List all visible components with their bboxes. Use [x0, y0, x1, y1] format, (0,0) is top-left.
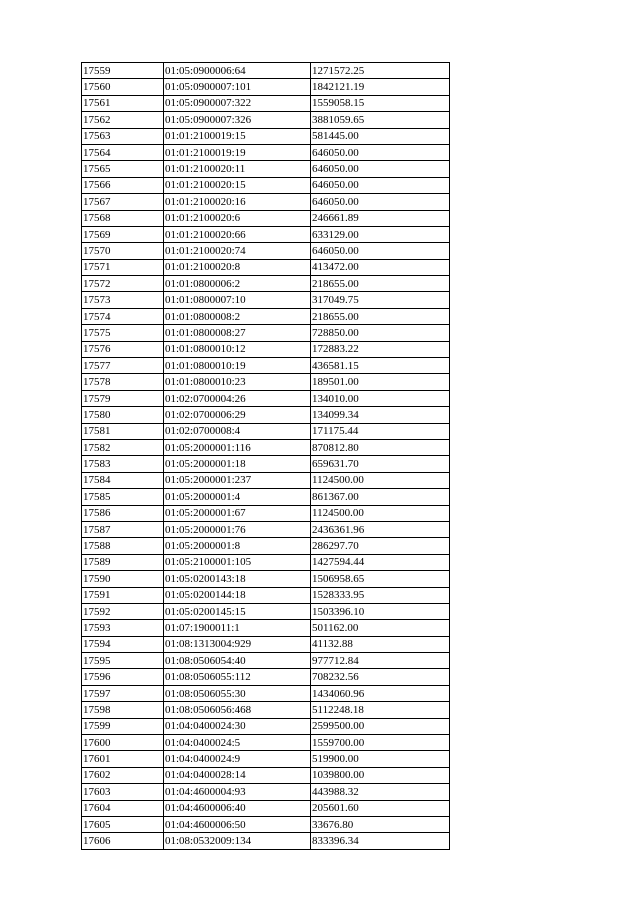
value-cell: 189501.00	[311, 374, 450, 390]
table-row	[82, 259, 450, 275]
table-row	[82, 407, 450, 423]
table-row	[82, 800, 450, 816]
cadastral-number-cell: 01:05:0200144:18	[164, 587, 311, 603]
cadastral-number-cell: 01:01:0800007:10	[164, 292, 311, 308]
value-cell: 1503396.10	[311, 603, 450, 619]
cadastral-number-cell: 01:01:2100020:66	[164, 226, 311, 242]
value-cell: 633129.00	[311, 226, 450, 242]
row-number-cell: 17565	[82, 161, 164, 177]
row-number-cell: 17600	[82, 735, 164, 751]
table-row	[82, 292, 450, 308]
value-cell: 1559700.00	[311, 735, 450, 751]
row-number-cell: 17595	[82, 653, 164, 669]
cadastral-number-cell: 01:05:0900007:101	[164, 79, 311, 95]
cadastral-number-cell: 01:04:4600006:40	[164, 800, 311, 816]
row-number-cell: 17583	[82, 456, 164, 472]
row-number-cell: 17591	[82, 587, 164, 603]
row-number-cell: 17598	[82, 702, 164, 718]
cadastral-number-cell: 01:01:2100019:19	[164, 144, 311, 160]
cadastral-number-cell: 01:08:0506055:30	[164, 685, 311, 701]
table-row	[82, 325, 450, 341]
table-row	[82, 308, 450, 324]
value-cell: 519900.00	[311, 751, 450, 767]
cadastral-number-cell: 01:07:1900011:1	[164, 620, 311, 636]
table-row	[82, 358, 450, 374]
cadastral-number-cell: 01:08:0532009:134	[164, 833, 311, 849]
cadastral-number-cell: 01:01:2100020:16	[164, 194, 311, 210]
table-row	[82, 833, 450, 849]
cadastral-number-cell: 01:01:2100020:11	[164, 161, 311, 177]
row-number-cell: 17604	[82, 800, 164, 816]
row-number-cell: 17559	[82, 63, 164, 79]
cadastral-number-cell: 01:05:2000001:76	[164, 521, 311, 537]
value-cell: 5112248.18	[311, 702, 450, 718]
row-number-cell: 17585	[82, 489, 164, 505]
cadastral-number-cell: 01:05:2000001:18	[164, 456, 311, 472]
table-row	[82, 767, 450, 783]
row-number-cell: 17569	[82, 226, 164, 242]
row-number-cell: 17601	[82, 751, 164, 767]
table-row	[82, 456, 450, 472]
cadastral-number-cell: 01:04:0400024:5	[164, 735, 311, 751]
value-cell: 413472.00	[311, 259, 450, 275]
row-number-cell: 17575	[82, 325, 164, 341]
table-row	[82, 472, 450, 488]
table-row	[82, 784, 450, 800]
value-cell: 1124500.00	[311, 472, 450, 488]
row-number-cell: 17572	[82, 276, 164, 292]
table-row	[82, 702, 450, 718]
table-row	[82, 63, 450, 79]
cadastral-number-cell: 01:01:0800010:19	[164, 358, 311, 374]
row-number-cell: 17578	[82, 374, 164, 390]
row-number-cell: 17567	[82, 194, 164, 210]
cadastral-number-cell: 01:05:0200143:18	[164, 571, 311, 587]
table-row	[82, 276, 450, 292]
value-cell: 436581.15	[311, 358, 450, 374]
cadastral-number-cell: 01:05:2000001:8	[164, 538, 311, 554]
table-row	[82, 226, 450, 242]
row-number-cell: 17563	[82, 128, 164, 144]
value-cell: 646050.00	[311, 144, 450, 160]
value-cell: 1559058.15	[311, 95, 450, 111]
row-number-cell: 17587	[82, 521, 164, 537]
cadastral-number-cell: 01:05:0900007:322	[164, 95, 311, 111]
row-number-cell: 17574	[82, 308, 164, 324]
table-row	[82, 161, 450, 177]
table-row	[82, 95, 450, 111]
row-number-cell: 17562	[82, 112, 164, 128]
value-cell: 861367.00	[311, 489, 450, 505]
row-number-cell: 17571	[82, 259, 164, 275]
cadastral-number-cell: 01:02:0700008:4	[164, 423, 311, 439]
cadastral-number-cell: 01:04:4600006:50	[164, 816, 311, 832]
row-number-cell: 17593	[82, 620, 164, 636]
value-cell: 134099.34	[311, 407, 450, 423]
table-body	[82, 63, 450, 850]
row-number-cell: 17560	[82, 79, 164, 95]
table-row	[82, 620, 450, 636]
table-row	[82, 521, 450, 537]
table-row	[82, 390, 450, 406]
table-row	[82, 374, 450, 390]
cadastral-number-cell: 01:01:2100020:15	[164, 177, 311, 193]
value-cell: 443988.32	[311, 784, 450, 800]
value-cell: 1506958.65	[311, 571, 450, 587]
value-cell: 646050.00	[311, 243, 450, 259]
table-row	[82, 505, 450, 521]
row-number-cell: 17602	[82, 767, 164, 783]
row-number-cell: 17564	[82, 144, 164, 160]
cadastral-number-cell: 01:05:2000001:116	[164, 439, 311, 455]
cadastral-number-cell: 01:08:0506054:40	[164, 653, 311, 669]
row-number-cell: 17590	[82, 571, 164, 587]
value-cell: 646050.00	[311, 194, 450, 210]
table-row	[82, 685, 450, 701]
table-row	[82, 341, 450, 357]
row-number-cell: 17606	[82, 833, 164, 849]
table-row	[82, 112, 450, 128]
table-row	[82, 177, 450, 193]
row-number-cell: 17581	[82, 423, 164, 439]
table-row	[82, 79, 450, 95]
row-number-cell: 17568	[82, 210, 164, 226]
cadastral-number-cell: 01:01:2100019:15	[164, 128, 311, 144]
table-row	[82, 554, 450, 570]
row-number-cell: 17592	[82, 603, 164, 619]
value-cell: 870812.80	[311, 439, 450, 455]
table-row	[82, 439, 450, 455]
row-number-cell: 17576	[82, 341, 164, 357]
value-cell: 833396.34	[311, 833, 450, 849]
value-cell: 1434060.96	[311, 685, 450, 701]
cadastral-number-cell: 01:01:0800010:12	[164, 341, 311, 357]
value-cell: 646050.00	[311, 177, 450, 193]
row-number-cell: 17594	[82, 636, 164, 652]
value-cell: 218655.00	[311, 308, 450, 324]
row-number-cell: 17566	[82, 177, 164, 193]
row-number-cell: 17577	[82, 358, 164, 374]
row-number-cell: 17599	[82, 718, 164, 734]
table-row	[82, 718, 450, 734]
cadastral-number-cell: 01:01:0800006:2	[164, 276, 311, 292]
value-cell: 646050.00	[311, 161, 450, 177]
value-cell: 286297.70	[311, 538, 450, 554]
table-row	[82, 653, 450, 669]
cadastral-number-cell: 01:04:0400024:9	[164, 751, 311, 767]
cadastral-number-cell: 01:01:2100020:6	[164, 210, 311, 226]
cadastral-number-cell: 01:04:0400024:30	[164, 718, 311, 734]
cadastral-number-cell: 01:04:4600004:93	[164, 784, 311, 800]
row-number-cell: 17596	[82, 669, 164, 685]
table-row	[82, 210, 450, 226]
table-row	[82, 538, 450, 554]
cadastral-number-cell: 01:08:0506056:468	[164, 702, 311, 718]
row-number-cell: 17580	[82, 407, 164, 423]
cadastral-number-cell: 01:04:0400028:14	[164, 767, 311, 783]
cadastral-number-cell: 01:01:0800008:27	[164, 325, 311, 341]
value-cell: 659631.70	[311, 456, 450, 472]
value-cell: 205601.60	[311, 800, 450, 816]
table-row	[82, 128, 450, 144]
value-cell: 1039800.00	[311, 767, 450, 783]
value-cell: 977712.84	[311, 653, 450, 669]
table-row	[82, 144, 450, 160]
row-number-cell: 17579	[82, 390, 164, 406]
value-cell: 2436361.96	[311, 521, 450, 537]
row-number-cell: 17586	[82, 505, 164, 521]
cadastral-number-cell: 01:05:2000001:237	[164, 472, 311, 488]
table-row	[82, 603, 450, 619]
cadastral-number-cell: 01:05:2000001:4	[164, 489, 311, 505]
cadastral-number-cell: 01:01:2100020:8	[164, 259, 311, 275]
value-cell: 1271572.25	[311, 63, 450, 79]
row-number-cell: 17573	[82, 292, 164, 308]
table-row	[82, 571, 450, 587]
cadastral-number-cell: 01:05:2000001:67	[164, 505, 311, 521]
cadastral-number-cell: 01:01:2100020:74	[164, 243, 311, 259]
value-cell: 317049.75	[311, 292, 450, 308]
cadastral-number-cell: 01:01:0800008:2	[164, 308, 311, 324]
value-cell: 501162.00	[311, 620, 450, 636]
value-cell: 2599500.00	[311, 718, 450, 734]
value-cell: 218655.00	[311, 276, 450, 292]
table-row	[82, 735, 450, 751]
value-cell: 33676.80	[311, 816, 450, 832]
row-number-cell: 17589	[82, 554, 164, 570]
value-cell: 581445.00	[311, 128, 450, 144]
row-number-cell: 17582	[82, 439, 164, 455]
cadastral-number-cell: 01:01:0800010:23	[164, 374, 311, 390]
value-cell: 728850.00	[311, 325, 450, 341]
row-number-cell: 17605	[82, 816, 164, 832]
data-table	[81, 62, 450, 850]
row-number-cell: 17597	[82, 685, 164, 701]
table-row	[82, 636, 450, 652]
value-cell: 1427594.44	[311, 554, 450, 570]
row-number-cell: 17570	[82, 243, 164, 259]
row-number-cell: 17588	[82, 538, 164, 554]
cadastral-number-cell: 01:02:0700004:26	[164, 390, 311, 406]
value-cell: 1124500.00	[311, 505, 450, 521]
cadastral-number-cell: 01:02:0700006:29	[164, 407, 311, 423]
value-cell: 246661.89	[311, 210, 450, 226]
value-cell: 1528333.95	[311, 587, 450, 603]
row-number-cell: 17561	[82, 95, 164, 111]
table-row	[82, 194, 450, 210]
table-row	[82, 489, 450, 505]
table-row	[82, 669, 450, 685]
table-row	[82, 423, 450, 439]
table-row	[82, 243, 450, 259]
cadastral-number-cell: 01:05:0200145:15	[164, 603, 311, 619]
cadastral-number-cell: 01:05:0900006:64	[164, 63, 311, 79]
value-cell: 3881059.65	[311, 112, 450, 128]
cadastral-number-cell: 01:05:0900007:326	[164, 112, 311, 128]
table-row	[82, 587, 450, 603]
table-row	[82, 816, 450, 832]
row-number-cell: 17603	[82, 784, 164, 800]
cadastral-number-cell: 01:08:1313004:929	[164, 636, 311, 652]
value-cell: 41132.88	[311, 636, 450, 652]
value-cell: 134010.00	[311, 390, 450, 406]
value-cell: 171175.44	[311, 423, 450, 439]
value-cell: 708232.56	[311, 669, 450, 685]
value-cell: 172883.22	[311, 341, 450, 357]
cadastral-number-cell: 01:08:0506055:112	[164, 669, 311, 685]
table-row	[82, 751, 450, 767]
row-number-cell: 17584	[82, 472, 164, 488]
cadastral-number-cell: 01:05:2100001:105	[164, 554, 311, 570]
value-cell: 1842121.19	[311, 79, 450, 95]
